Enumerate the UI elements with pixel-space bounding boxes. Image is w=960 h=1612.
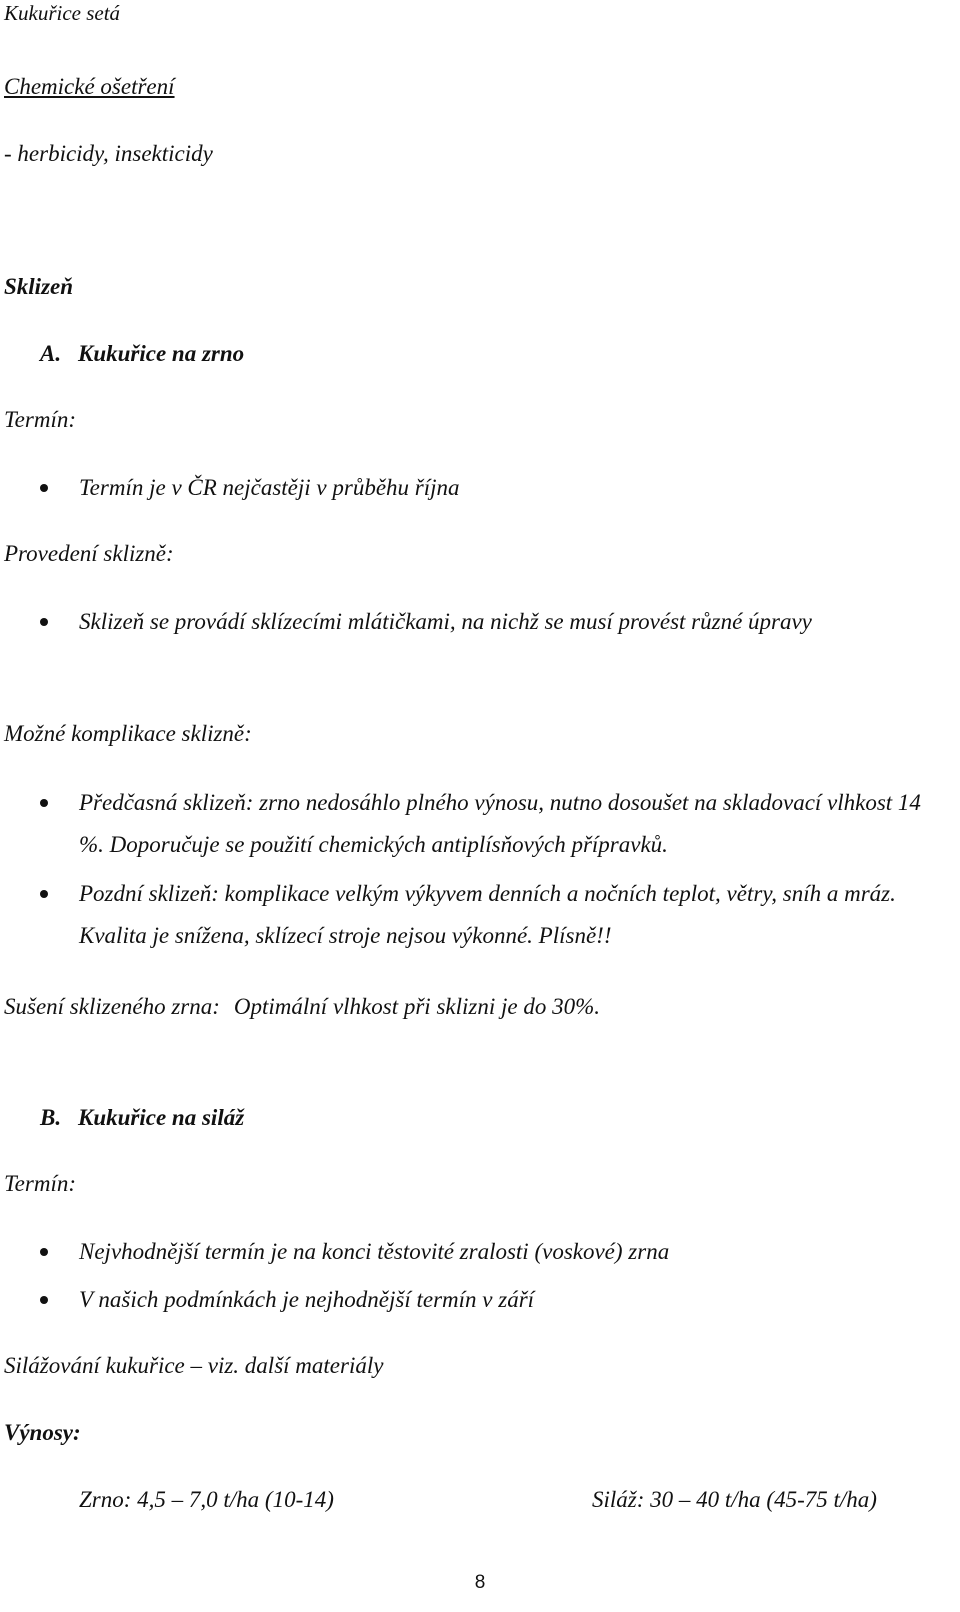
list-item-text: V našich podmínkách je nejhodnější termín v září: [79, 1287, 535, 1312]
list-item-text: Termín je v ČR nejčastěji v průběhu října: [79, 475, 460, 500]
list-item-text: Pozdní sklizeň: komplikace velkým výkyvem denních a nočních teplot, větry, sníh a mráz. Kvalita je snížena, sklízecí stroje nejsou výkonné. Plísně!!: [79, 881, 896, 948]
section-a-execution-label: Provedení sklizně:: [4, 541, 174, 566]
yield-silage: Siláž: 30 – 40 t/ha (45-75 t/ha): [592, 1487, 877, 1512]
bullet-icon: [40, 484, 48, 492]
page-number: 8: [474, 1572, 486, 1593]
chemical-treatment-heading: Chemické ošetření: [4, 74, 175, 99]
section-a-term-label: Termín:: [4, 407, 76, 432]
bullet-icon: [40, 799, 48, 807]
section-a-label: A.: [40, 341, 62, 366]
section-b-title: Kukuřice na siláž: [78, 1105, 245, 1130]
bullet-icon: [40, 890, 48, 898]
section-b-term-label: Termín:: [4, 1171, 76, 1196]
bullet-icon: [40, 1296, 48, 1304]
section-a-title: Kukuřice na zrno: [78, 341, 245, 366]
section-a-drying-value: Optimální vlhkost při sklizni je do 30%.: [233, 994, 600, 1019]
chemical-treatment-line: - herbicidy, insekticidy: [4, 141, 213, 166]
section-b-heading: [40, 1104, 244, 1132]
bullet-icon: [40, 1248, 48, 1256]
section-a-drying: [4, 993, 600, 1021]
yields-heading: Výnosy:: [4, 1420, 81, 1445]
section-a-complications-label: Možné komplikace sklizně:: [4, 721, 252, 746]
list-item-text: Sklizeň se provádí sklízecími mlátičkami, na nichž se musí provést různé úpravy: [79, 609, 812, 634]
document-title: Kukuřice setá: [4, 1, 121, 25]
list-item-text: Předčasná sklizeň: zrno nedosáhlo plného výnosu, nutno dosoušet na skladovací vlhkost 14 %. Doporučuje se použití chemických antiplísňových přípravků.: [79, 790, 921, 857]
section-b-label: B.: [40, 1105, 62, 1130]
section-b-silage-note: Silážování kukuřice – viz. další materiály: [4, 1353, 384, 1378]
section-a-heading: [40, 340, 244, 368]
bullet-icon: [40, 618, 48, 626]
section-a-drying-label: Sušení sklizeného zrna:: [4, 994, 220, 1019]
yield-grain: Zrno: 4,5 – 7,0 t/ha (10-14): [79, 1487, 334, 1512]
list-item-text: Nejvhodnější termín je na konci těstovité zralosti (voskové) zrna: [79, 1239, 670, 1264]
harvest-heading: Sklizeň: [4, 274, 74, 299]
